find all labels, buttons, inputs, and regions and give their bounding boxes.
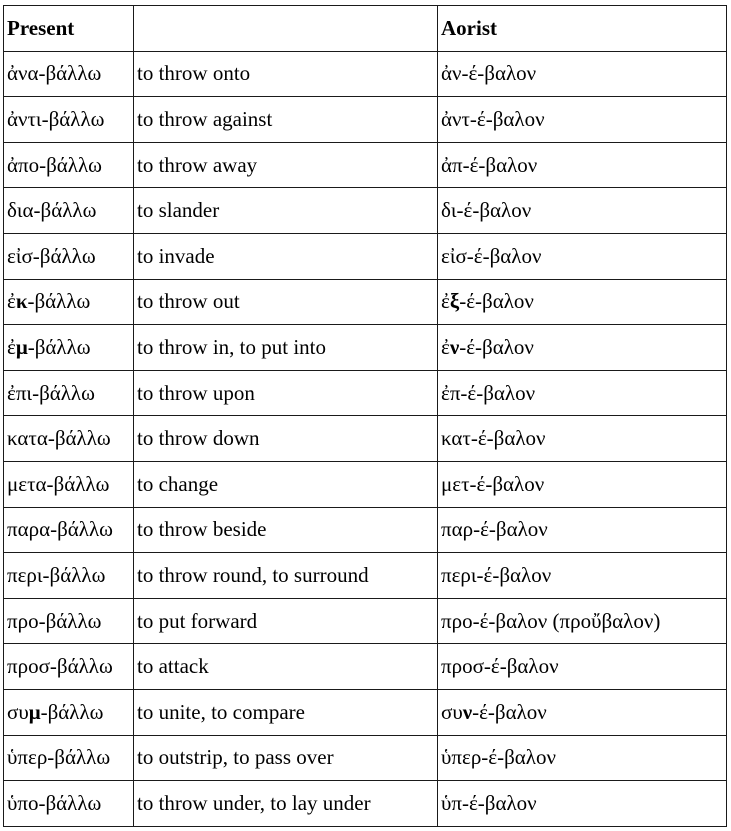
table-row xyxy=(4,461,727,507)
table-row xyxy=(4,279,727,325)
bold-letter: ν xyxy=(449,334,460,359)
table-row xyxy=(4,689,727,735)
aorist-form xyxy=(438,416,727,462)
form-segment: προσ-βάλλω xyxy=(7,654,113,679)
table-row xyxy=(4,325,727,371)
form-segment: -έ-βαλον xyxy=(459,289,534,314)
bold-letter: μ xyxy=(28,699,41,724)
form-segment: περι-έ-βαλον xyxy=(441,562,552,587)
form-segment: δια-βάλλω xyxy=(7,198,97,223)
meaning-text: to throw against xyxy=(134,97,438,143)
meaning-text: to change xyxy=(134,461,438,507)
meaning-text: to throw away xyxy=(134,142,438,188)
meaning-text: to throw round, to surround xyxy=(134,553,438,599)
aorist-form xyxy=(438,781,727,827)
aorist-form xyxy=(438,735,727,781)
form-segment: ἀνα-βάλλω xyxy=(7,61,102,86)
meaning-text: to throw down xyxy=(134,416,438,462)
table-row xyxy=(4,644,727,690)
meaning-text: to invade xyxy=(134,233,438,279)
table-row xyxy=(4,188,727,234)
form-segment: ἐ xyxy=(7,334,16,359)
present-form xyxy=(4,370,134,416)
aorist-form xyxy=(438,461,727,507)
aorist-form xyxy=(438,97,727,143)
form-segment: μετα-βάλλω xyxy=(7,471,110,496)
meaning-text: to slander xyxy=(134,188,438,234)
table-row xyxy=(4,51,727,97)
form-segment: κατ-έ-βαλον xyxy=(441,426,546,451)
aorist-form xyxy=(438,188,727,234)
meaning-text: to attack xyxy=(134,644,438,690)
meaning-text: to unite, to compare xyxy=(134,689,438,735)
present-form xyxy=(4,553,134,599)
aorist-form xyxy=(438,689,727,735)
form-segment: περι-βάλλω xyxy=(7,562,106,587)
form-segment: κατα-βάλλω xyxy=(7,426,111,451)
aorist-form xyxy=(438,325,727,371)
verb-table-body xyxy=(4,6,727,827)
form-segment: -βάλλω xyxy=(27,334,91,359)
meaning-text: to throw under, to lay under xyxy=(134,781,438,827)
form-segment: προ-βάλλω xyxy=(7,608,102,633)
form-segment: -βάλλω xyxy=(27,289,91,314)
present-form xyxy=(4,97,134,143)
form-segment: προ-έ-βαλον (προὔβαλον) xyxy=(441,608,661,633)
present-form xyxy=(4,279,134,325)
present-form xyxy=(4,781,134,827)
present-form xyxy=(4,325,134,371)
bold-letter: κ xyxy=(15,289,28,314)
form-segment: ἐ xyxy=(441,334,450,359)
form-segment: δι-έ-βαλον xyxy=(441,198,532,223)
meaning-text: to throw in, to put into xyxy=(134,325,438,371)
meaning-text: to throw beside xyxy=(134,507,438,553)
table-row xyxy=(4,553,727,599)
meaning-text: to throw out xyxy=(134,279,438,325)
aorist-form xyxy=(438,507,727,553)
aorist-form xyxy=(438,598,727,644)
meaning-text: to throw onto xyxy=(134,51,438,97)
form-segment: ἐ xyxy=(441,289,450,314)
aorist-form xyxy=(438,233,727,279)
form-segment: ὑπερ-έ-βαλον xyxy=(441,745,556,770)
bold-letter: ν xyxy=(462,699,473,724)
form-segment: προσ-έ-βαλον xyxy=(441,654,559,679)
form-segment: ἀπ-έ-βαλον xyxy=(441,152,538,177)
present-form xyxy=(4,644,134,690)
aorist-form xyxy=(438,51,727,97)
table-row xyxy=(4,370,727,416)
present-form xyxy=(4,507,134,553)
form-segment: συ xyxy=(441,699,463,724)
aorist-form xyxy=(438,644,727,690)
present-form xyxy=(4,233,134,279)
form-segment: παρ-έ-βαλον xyxy=(441,517,548,542)
present-form xyxy=(4,461,134,507)
meaning-text: to throw upon xyxy=(134,370,438,416)
header-row xyxy=(4,6,727,52)
aorist-form xyxy=(438,142,727,188)
form-segment: ὑπερ-βάλλω xyxy=(7,745,111,770)
form-segment: εἰσ-έ-βαλον xyxy=(441,243,542,268)
aorist-form xyxy=(438,279,727,325)
aorist-form xyxy=(438,370,727,416)
form-segment: εἰσ-βάλλω xyxy=(7,243,96,268)
form-segment: -έ-βαλον xyxy=(459,334,534,359)
header-present: Present xyxy=(4,6,134,52)
verb-table xyxy=(3,5,727,827)
form-segment: ἀντι-βάλλω xyxy=(7,106,105,131)
present-form xyxy=(4,735,134,781)
form-segment: ὑπ-έ-βαλον xyxy=(441,790,537,815)
header-meaning xyxy=(134,6,438,52)
table-row xyxy=(4,233,727,279)
table-row xyxy=(4,598,727,644)
present-form xyxy=(4,51,134,97)
present-form xyxy=(4,142,134,188)
table-row xyxy=(4,97,727,143)
present-form xyxy=(4,188,134,234)
form-segment: -έ-βαλον xyxy=(472,699,547,724)
table-row xyxy=(4,507,727,553)
bold-letter: μ xyxy=(15,334,28,359)
form-segment: συ xyxy=(7,699,29,724)
meaning-text: to put forward xyxy=(134,598,438,644)
header-aorist: Aorist xyxy=(438,6,727,52)
meaning-text: to outstrip, to pass over xyxy=(134,735,438,781)
table-row xyxy=(4,735,727,781)
table-row xyxy=(4,416,727,462)
present-form xyxy=(4,416,134,462)
table-row xyxy=(4,142,727,188)
form-segment: ἐ xyxy=(7,289,16,314)
form-segment: ἐπ-έ-βαλον xyxy=(441,380,536,405)
table-row xyxy=(4,781,727,827)
bold-letter: ξ xyxy=(449,289,460,314)
aorist-form xyxy=(438,553,727,599)
form-segment: ὑπο-βάλλω xyxy=(7,790,102,815)
present-form xyxy=(4,598,134,644)
present-form xyxy=(4,689,134,735)
form-segment: -βάλλω xyxy=(40,699,104,724)
form-segment: ἐπι-βάλλω xyxy=(7,380,95,405)
form-segment: ἀπο-βάλλω xyxy=(7,152,102,177)
form-segment: μετ-έ-βαλον xyxy=(441,471,545,496)
form-segment: ἀν-έ-βαλον xyxy=(441,61,537,86)
form-segment: παρα-βάλλω xyxy=(7,517,113,542)
form-segment: ἀντ-έ-βαλον xyxy=(441,106,545,131)
